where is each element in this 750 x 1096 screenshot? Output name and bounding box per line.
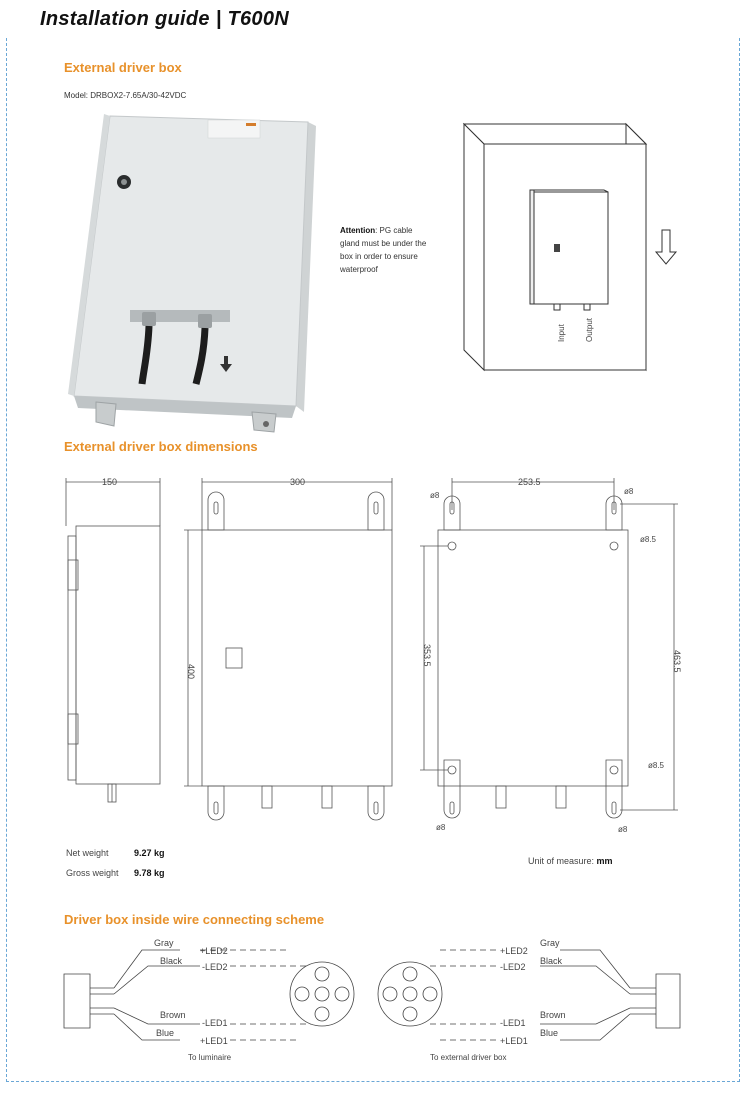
wiring-scheme: [0, 930, 750, 1070]
driver-box-photo: [60, 112, 320, 387]
output-label: Output: [585, 317, 594, 342]
hole-label-large-tr: ø8.5: [640, 535, 657, 544]
net-weight-row: Net weight 9.27 kg: [66, 848, 165, 858]
right-signal-led1-neg: -LED1: [500, 1018, 526, 1028]
left-wire-gray: Gray: [154, 938, 174, 948]
hole-label-large-br: ø8.5: [648, 761, 665, 770]
dim-back-outer-height: 463.5: [672, 650, 682, 673]
dim-front-height: 400: [186, 664, 196, 680]
left-signal-led2-neg: -LED2: [202, 962, 228, 972]
section-heading-dimensions: External driver box dimensions: [64, 439, 258, 454]
right-signal-led1-pos: +LED1: [500, 1036, 528, 1046]
dim-back-inner-height: 353.5: [422, 644, 432, 667]
weight-table: [66, 848, 165, 888]
dim-side-width: 150: [102, 477, 118, 487]
page-title: Installation guide | T600N: [40, 8, 289, 30]
left-signal-led2-pos: +LED2: [200, 946, 228, 956]
io-labels: [540, 310, 600, 350]
right-caption: To external driver box: [430, 1053, 507, 1062]
right-wire-black: Black: [540, 956, 563, 966]
gross-weight-row: Gross weight 9.78 kg: [66, 868, 165, 878]
left-wire-blue: Blue: [156, 1028, 175, 1038]
model-text: Model: DRBOX2-7.65A/30-42VDC: [64, 91, 187, 100]
attention-label: Attention: [340, 226, 376, 235]
left-wire-brown: Brown: [160, 1010, 186, 1020]
hole-label-tr: ø8: [624, 487, 634, 496]
hole-label-tl: ø8: [430, 491, 440, 500]
dimension-drawings: [0, 470, 750, 840]
right-signal-led2-neg: -LED2: [500, 962, 526, 972]
unit-of-measure: Unit of measure: mm: [528, 856, 613, 866]
right-wire-gray: Gray: [540, 938, 560, 948]
right-wire-blue: Blue: [540, 1028, 559, 1038]
section-heading-wiring: Driver box inside wire connecting scheme: [64, 912, 325, 927]
left-signal-led1-pos: +LED1: [200, 1036, 228, 1046]
left-signal-led1-neg: -LED1: [202, 1018, 228, 1028]
right-signal-led2-pos: +LED2: [500, 946, 528, 956]
right-wire-brown: Brown: [540, 1010, 566, 1020]
input-label: Input: [557, 324, 566, 342]
dim-front-width: 300: [290, 477, 306, 487]
section-heading-driver-box: External driver box: [64, 60, 182, 75]
left-wire-black: Black: [160, 956, 183, 966]
attention-note: Attention: PG cable gland must be under the box in order to ensure waterproof: [340, 226, 427, 274]
hole-label-br: ø8: [618, 825, 628, 834]
left-caption: To luminaire: [188, 1053, 232, 1062]
dim-back-width: 253.5: [518, 477, 541, 487]
hole-label-bl: ø8: [436, 823, 446, 832]
